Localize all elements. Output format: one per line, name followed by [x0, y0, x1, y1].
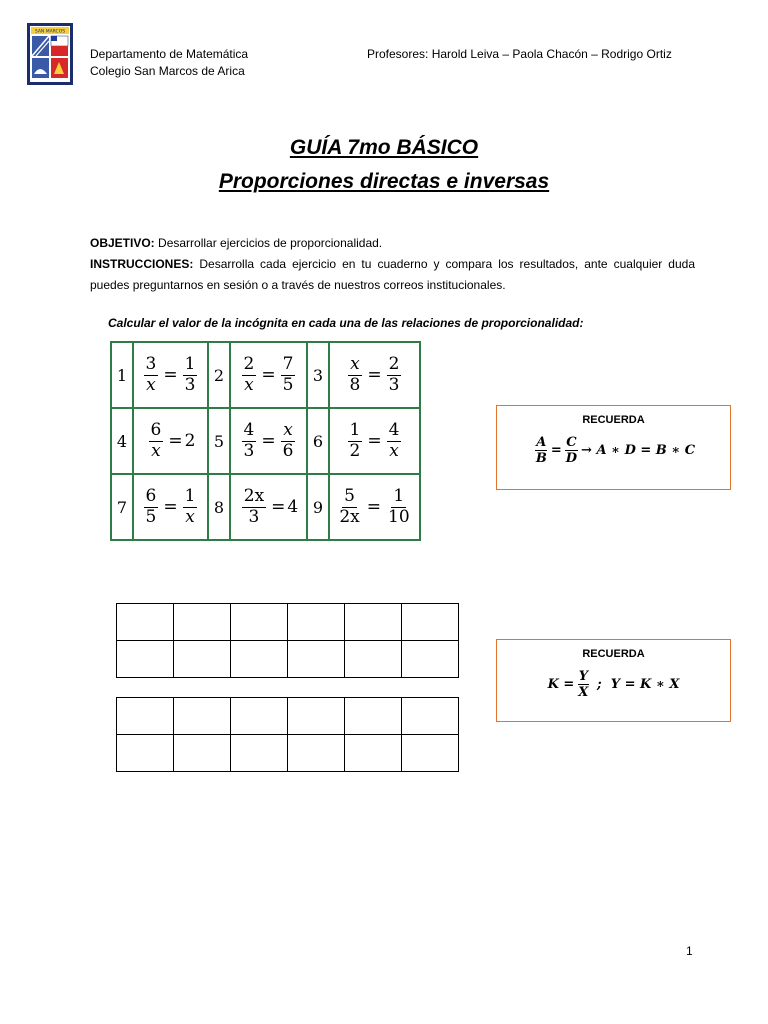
recuerda-box-2 [496, 639, 731, 722]
instructions-label: INSTRUCCIONES: [90, 257, 194, 271]
exercise-number: 9 [307, 474, 329, 540]
blank-table-1 [116, 603, 459, 678]
exercise-number: 2 [208, 342, 230, 408]
exercise-number: 3 [307, 342, 329, 408]
exercise-grid [110, 341, 421, 541]
exercise-9: $\frac{5}{2x}$ = $\frac{1}{10}$ [329, 474, 420, 540]
teachers: Profesores: Harold Leiva – Paola Chacón – Rodrigo Ortiz [367, 47, 672, 61]
exercise-number: 5 [208, 408, 230, 474]
exercise-1: $\frac{3}{x}$ = $\frac{1}{3}$ [133, 342, 208, 408]
department-name: Departamento de Matemática [90, 47, 249, 61]
exercise-5: $\frac{4}{3}$ = $\frac{x}{6}$ [230, 408, 307, 474]
exercise-4: $\frac{6}{x}$ = 2 [133, 408, 208, 474]
school-name: Colegio San Marcos de Arica [90, 64, 245, 78]
exercise-number: 7 [111, 474, 133, 540]
school-logo [26, 22, 74, 86]
exercise-2: $\frac{2}{x}$ = $\frac{7}{5}$ [230, 342, 307, 408]
exercise-7: $\frac{6}{5}$ = $\frac{1}{x}$ [133, 474, 208, 540]
objective-text: Desarrollar ejercicios de proporcionalidad. [154, 236, 383, 250]
exercise-8: $\frac{2x}{3}$ = 4 [230, 474, 307, 540]
recuerda-box-1 [496, 405, 731, 490]
task-instruction: Calcular el valor de la incógnita en cada una de las relaciones de proporcionalidad: [108, 316, 584, 330]
exercise-number: 8 [208, 474, 230, 540]
cross-multiplication-formula: $\frac{A}{B}$ = $\frac{C}{D}$ → A ∗ D = B ∗ C [535, 435, 696, 466]
objective-label: OBJETIVO: [90, 236, 155, 250]
exercise-number: 6 [307, 408, 329, 474]
instructions-text: Desarrolla cada ejercicio en tu cuaderno y compara los resultados, ante cualquier duda puedes preguntarnos en sesión o a través de nuestros correos institucionales. [90, 257, 695, 292]
page-number: 1 [686, 944, 693, 958]
logo-text: SAN MARCOS [34, 29, 66, 35]
guide-subtitle: Proporciones directas e inversas [218, 170, 550, 193]
exercise-number: 4 [111, 408, 133, 474]
blank-table-2 [116, 697, 459, 772]
guide-title: GUÍA 7mo BÁSICO [289, 136, 479, 159]
exercise-6: $\frac{1}{2}$ = $\frac{4}{x}$ [329, 408, 420, 474]
instructions [90, 254, 695, 296]
proportionality-constant-formula: K = $\frac{Y}{X}$ ; Y = K ∗ X [547, 669, 680, 700]
objective [90, 233, 695, 254]
recuerda-title: RECUERDA [582, 648, 645, 660]
exercise-number: 1 [111, 342, 133, 408]
recuerda-title: RECUERDA [582, 414, 645, 426]
exercise-3: $\frac{x}{8}$ = $\frac{2}{3}$ [329, 342, 420, 408]
